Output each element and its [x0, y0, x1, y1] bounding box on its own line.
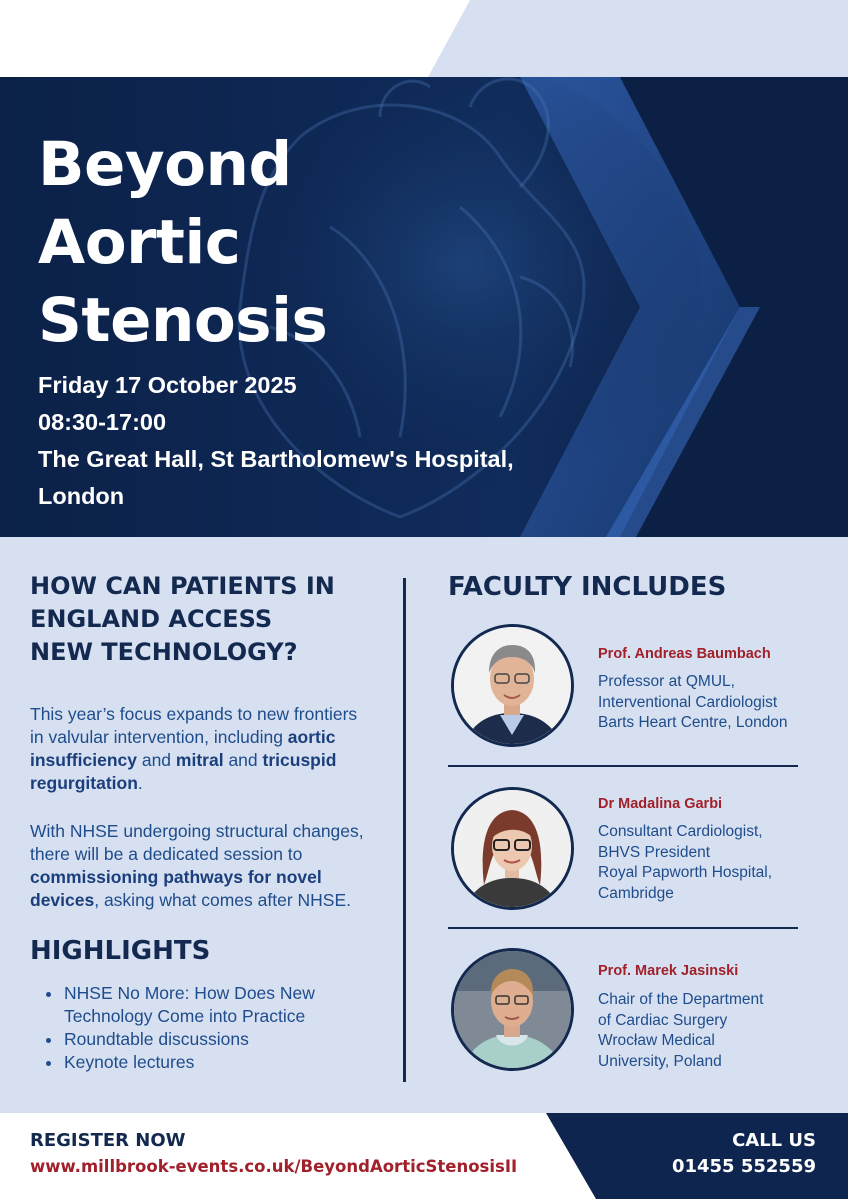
focus-text: . [137, 772, 143, 793]
faculty-separator [448, 927, 798, 929]
focus-paragraph [30, 703, 375, 795]
event-title [38, 126, 327, 360]
top-accent-shape [0, 0, 848, 77]
focus-bold-text: aortic insufficiency [30, 726, 336, 770]
faculty-photo [451, 787, 574, 910]
phone-number[interactable]: 01455 552559 [671, 1156, 816, 1177]
faculty-role [598, 990, 763, 1072]
person-portrait-icon [454, 951, 571, 1068]
list-item: NHSE No More: How Does New Technology Come into Practice [44, 982, 364, 1028]
focus-bold-text: tricuspid regurgitation [30, 749, 337, 793]
person-portrait-icon [454, 627, 571, 744]
event-title-line: Beyond [38, 129, 292, 200]
faculty-separator [448, 765, 798, 767]
event-date: Friday 17 October 2025 [38, 372, 297, 398]
event-venue-city: London [38, 483, 125, 509]
register-label: REGISTER NOW [30, 1130, 186, 1151]
faculty-role-line: of Cardiac Surgery [598, 1011, 728, 1029]
focus-text: and [136, 749, 176, 770]
faculty-role-line: Interventional Cardiologist [598, 693, 778, 711]
faculty-role-line: Royal Papworth Hospital, [598, 864, 773, 881]
event-details [38, 367, 514, 515]
faculty-photo [451, 948, 574, 1071]
faculty-role-line: University, Poland [598, 1052, 722, 1070]
event-title-line: Aortic [38, 207, 241, 278]
nhse-paragraph [30, 820, 375, 912]
faculty-role-line: Professor at QMUL, [598, 673, 735, 690]
faculty-name: Prof. Marek Jasinski [598, 963, 739, 979]
faculty-name: Dr Madalina Garbi [598, 796, 723, 812]
faculty-role-line: Wrocław Medical [598, 1032, 715, 1049]
faculty-role-line: Barts Heart Centre, London [598, 714, 788, 731]
question-heading-line: HOW CAN PATIENTS IN [30, 572, 335, 600]
question-heading-line: NEW TECHNOLOGY? [30, 638, 298, 666]
faculty-role-line: Consultant Cardiologist, [598, 823, 763, 840]
event-title-line: Stenosis [38, 285, 328, 356]
register-link[interactable]: www.millbrook-events.co.uk/BeyondAorticStenosisII [30, 1157, 518, 1176]
question-heading-line: ENGLAND ACCESS [30, 605, 273, 633]
highlights-list [44, 982, 364, 1074]
focus-text: This year’s focus expands to new frontiers in valvular intervention, including [30, 703, 358, 747]
faculty-role-line: Cambridge [598, 884, 674, 902]
faculty-role-line: BHVS President [598, 843, 710, 861]
event-venue: The Great Hall, St Bartholomew's Hospital, [38, 446, 514, 472]
nhse-text: With NHSE undergoing structural changes, there will be a dedicated session to [30, 820, 364, 864]
faculty-name: Prof. Andreas Baumbach [598, 646, 771, 662]
highlights-heading: HIGHLIGHTS [30, 936, 211, 966]
nhse-bold-text: commissioning pathways for novel devices [30, 866, 322, 910]
faculty-role [598, 672, 788, 734]
event-time: 08:30-17:00 [38, 409, 167, 435]
question-heading [30, 570, 390, 669]
list-item: Roundtable discussions [44, 1028, 364, 1051]
nhse-text: , asking what comes after NHSE. [94, 889, 351, 910]
focus-bold-text: mitral [175, 749, 224, 770]
focus-text: and [223, 749, 263, 770]
faculty-role-line: Chair of the Department [598, 991, 764, 1008]
column-divider [403, 578, 406, 1082]
faculty-photo [451, 624, 574, 747]
person-portrait-icon [454, 790, 571, 907]
faculty-heading: FACULTY INCLUDES [448, 572, 727, 602]
call-label: CALL US [732, 1130, 816, 1151]
faculty-role [598, 822, 772, 904]
list-item: Keynote lectures [44, 1051, 364, 1074]
